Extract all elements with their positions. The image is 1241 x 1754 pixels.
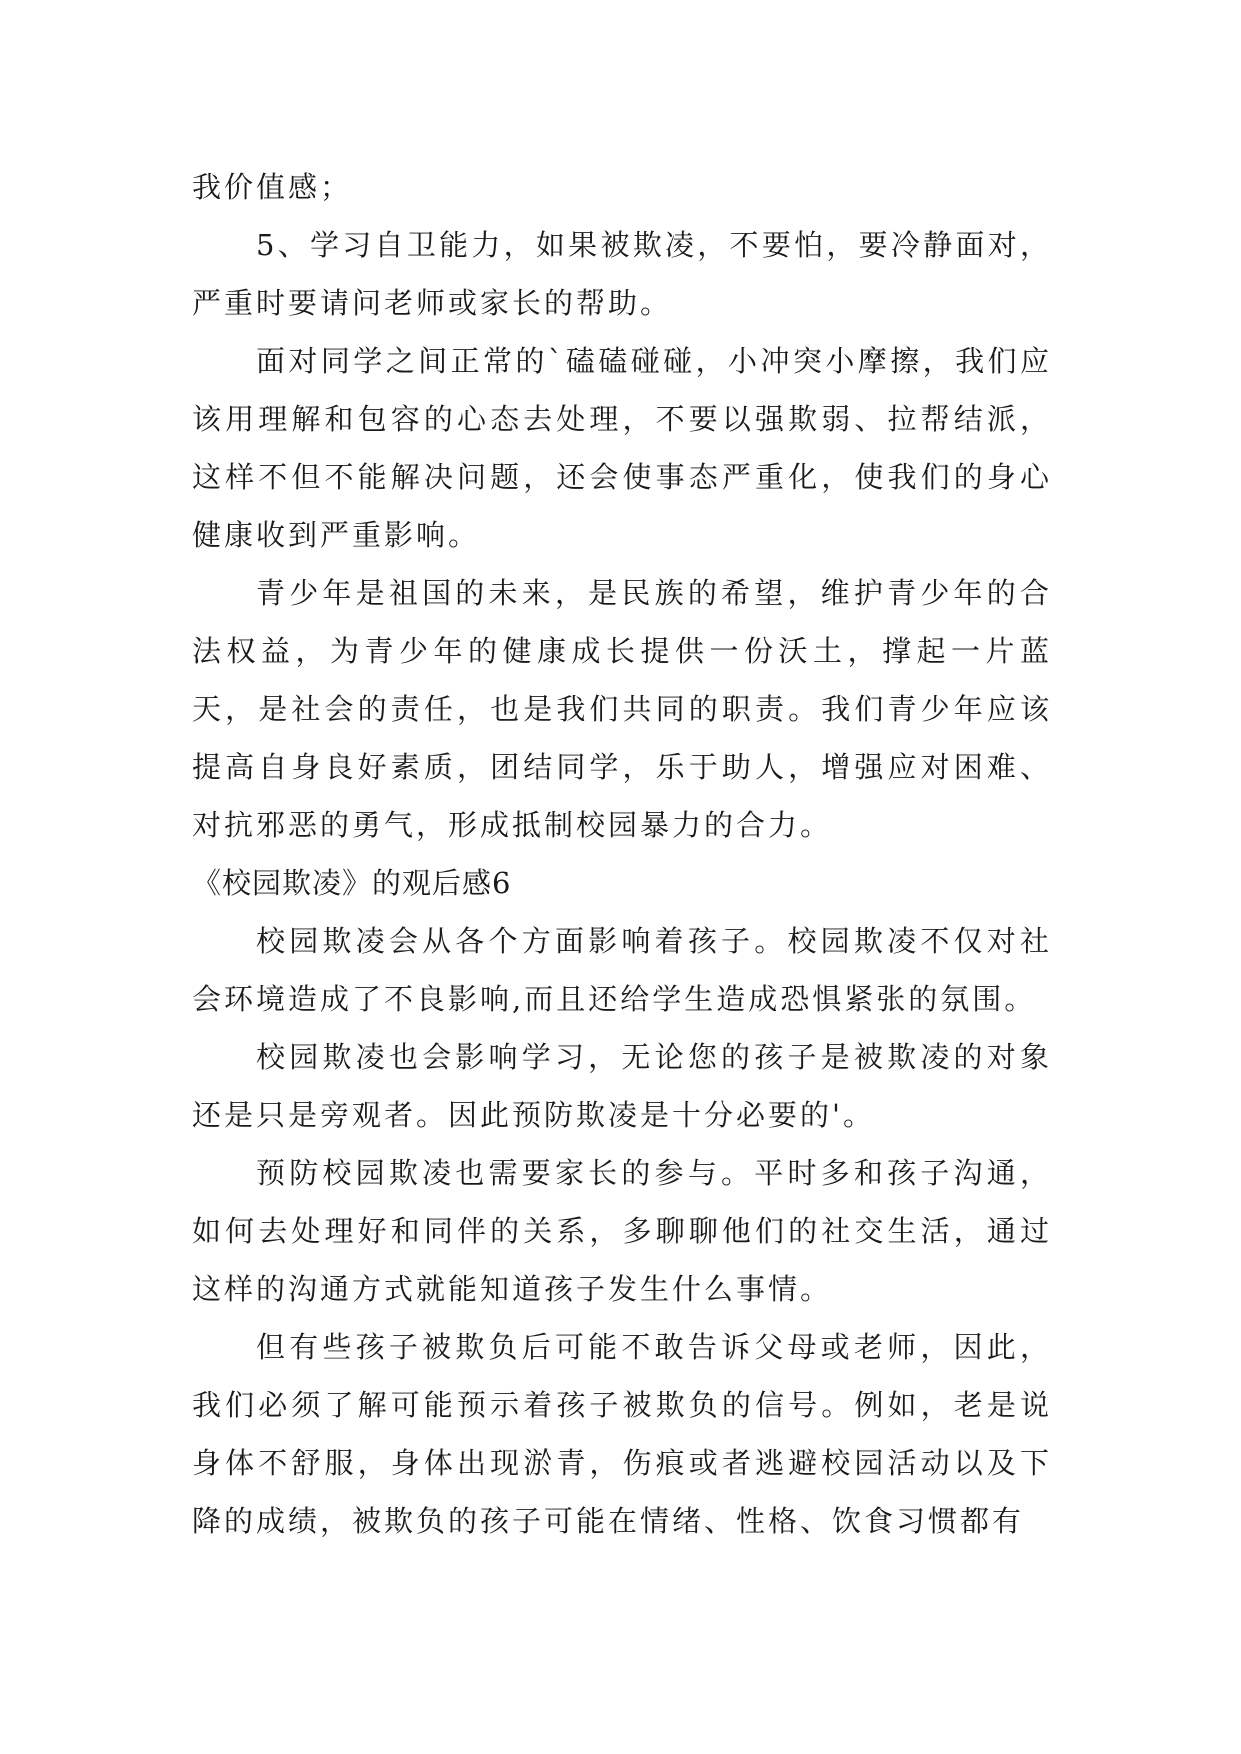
paragraph-continuation: 我价值感； [192, 170, 353, 204]
paragraph-self-defense: 5、学习自卫能力，如果被欺凌，不要怕，要冷静面对，严重时要请问老师或家长的帮助。 [192, 228, 1052, 320]
paragraph-signals: 但有些孩子被欺负后可能不敢告诉父母或老师，因此，我们必须了解可能预示着孩子被欺负的信号。例如，老是说身体不舒服，身体出现淤青，伤痕或者逃避校园活动以及下降的成绩，被欺负的孩子可能在情绪、性格、饮食习惯都有 [192, 1330, 1052, 1538]
paragraph-impact: 校园欺凌会从各个方面影响着孩子。校园欺凌不仅对社会环境造成了不良影响,而且还给学生造成恐惧紧张的氛围。 [192, 924, 1052, 1016]
section-heading: 《校园欺凌》的观后感6 [192, 866, 512, 900]
paragraph-conflicts: 面对同学之间正常的`磕磕碰碰，小冲突小摩擦，我们应该用理解和包容的心态去处理，不要以强欺弱、拉帮结派，这样不但不能解决问题，还会使事态严重化，使我们的身心健康收到严重影响。 [192, 344, 1052, 552]
paragraph-learning: 校园欺凌也会影响学习，无论您的孩子是被欺凌的对象还是只是旁观者。因此预防欺凌是十分必要的'。 [192, 1040, 1052, 1132]
paragraph-youth: 青少年是祖国的未来，是民族的希望，维护青少年的合法权益，为青少年的健康成长提供一份沃土，撑起一片蓝天，是社会的责任，也是我们共同的职责。我们青少年应该提高自身良好素质，团结同学，乐于助人，增强应对困难、对抗邪恶的勇气，形成抵制校园暴力的合力。 [192, 576, 1052, 842]
paragraph-parents: 预防校园欺凌也需要家长的参与。平时多和孩子沟通，如何去处理好和同伴的关系，多聊聊他们的社交生活，通过这样的沟通方式就能知道孩子发生什么事情。 [192, 1156, 1052, 1306]
document-body [192, 158, 1052, 1550]
